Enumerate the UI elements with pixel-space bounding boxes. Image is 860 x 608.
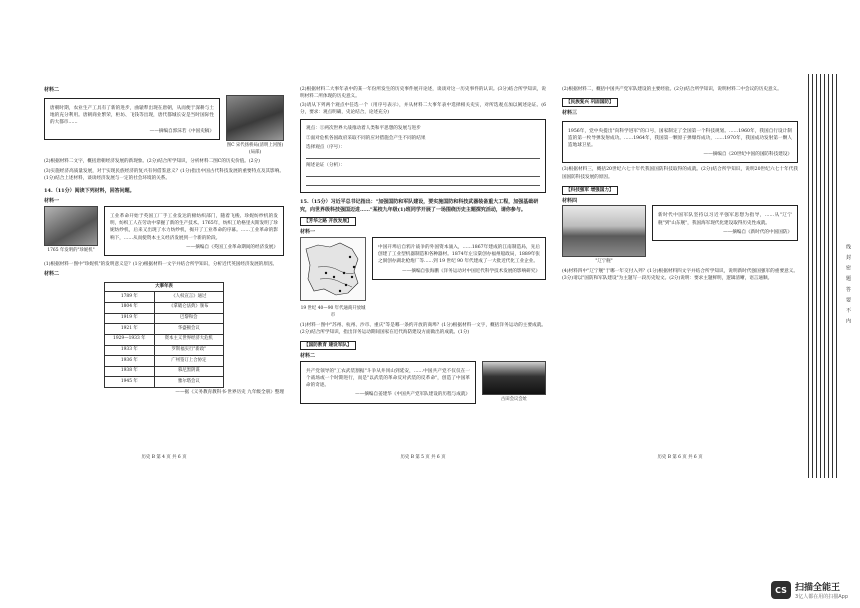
question-15-2: (2)根据材料二，概括中国共产党军队建设的主要经验。(2分)结合所学知识，说明材料二中会议的历史意义。 xyxy=(562,87,782,92)
camscanner-logo-icon: CS xyxy=(771,581,791,599)
treaty-ports-map xyxy=(300,237,366,301)
question-15-1: (1)材料一图中"苏州、杭州、沙市、重庆"等是哪一条约开放的商埠？(1分)根据材料一文字，概括洋务运动的主要成就。(2分)结合所学知识，指出洋务运动期间国家在近代海防建设方面做出的成就。(1分) xyxy=(300,323,546,336)
timeline-event: 资本主义世界经济大危机 xyxy=(154,334,223,345)
material-label: 材料四 xyxy=(562,197,578,204)
liaoning-carrier-image xyxy=(562,205,646,257)
question-c2: (2)根据材料二文字，概括唐朝经济发展的新现象。(2分)结合所学知识，分析材料二图C的历史价值。(2分) xyxy=(44,159,260,165)
answer-label-argument: 阐述论证（分析）： xyxy=(306,162,346,168)
page-footer: 历史 B 第 5 页 共 6 页 xyxy=(400,455,446,461)
material-2-text: 唐朝时期，农业生产工具有了新的进步，曲辕犁出现在唐朝，从而便于深耕与土地的充分利用。唐朝商业繁荣，柜坊、飞钱等出现，唐代都城长安是当时国际性的大都市…… xyxy=(50,105,214,125)
material-label: 材料二 xyxy=(300,353,316,360)
timeline-table-header: 大事年表 xyxy=(105,282,224,292)
viewpoint-1: 观点：①两次世界大战推动着人类和平思想的发展与进步 xyxy=(306,126,421,132)
material-4-text: 新时代中国军队坚持以习近平强军思想为指导，……从"辽宁舰"到"山东舰"，我国海军现代化建设取得历史性成就。 xyxy=(658,213,792,226)
timeline-row xyxy=(105,324,224,335)
timeline-event: 《人权宣言》通过 xyxy=(154,292,223,303)
timeline-event: 《拿破仑法典》颁布 xyxy=(154,303,223,314)
page-footer: 历史 B 第 4 页 共 6 页 xyxy=(141,455,187,461)
section-tag: 【国防教育 建设军队】 xyxy=(300,341,356,350)
timeline-cite: ——据《义务教育教科书·世界历史 九年级全册》整理 xyxy=(175,389,284,395)
timeline-table xyxy=(104,282,224,388)
song-bridge-caption: 图C 宋代扬桥局(清明上河图)(局部) xyxy=(226,142,284,155)
material-1-cite: ——摘编自《英国工业革命期间的经济发展》 xyxy=(186,244,278,250)
answer-line[interactable] xyxy=(306,153,540,159)
watermark-subtitle: 3亿人都在用的扫描App xyxy=(795,594,848,600)
question-15-3: (3)根据材料三，概括20世纪六七十年代我国国防科技取得的成就。(2分)结合所学知识，说明20世纪六七十年代我国国防科技发展的原因。 xyxy=(562,167,798,180)
song-bridge-image xyxy=(226,95,284,141)
timeline-row xyxy=(105,292,224,303)
material-1-text-box xyxy=(372,237,546,279)
section-tag: 【芳华之路 开放发展】 xyxy=(300,217,356,226)
exam-page-5 xyxy=(300,84,546,460)
material-4-block xyxy=(562,205,798,266)
timeline-year: 1938 年 xyxy=(105,366,155,377)
gutian-meeting-photo xyxy=(482,361,546,395)
material-1-text: 中国开埠后自鸦片战争的外国资本涌入，……1867年建成的江南制造局，先后创建了工业型机器制造和各种器材。1874年左宗棠创办福州船政局，1889年张之洞创办湖北枪炮厂等……到 19 世纪 90 年代建成了一大批近代化工业企业。 xyxy=(378,245,540,265)
timeline-year: 1789 年 xyxy=(105,292,155,303)
page-footer: 历史 B 第 6 页 共 6 页 xyxy=(657,455,703,461)
material-label: 材料一 xyxy=(44,198,60,205)
timeline-row xyxy=(105,366,224,377)
binding-margin xyxy=(806,74,854,478)
exam-page-6 xyxy=(562,84,798,460)
material-3-text: 1956年，党中央提出"向科学进军"的口号，国家制定了全国第一个科技规划。……1960年，我国自行设计制造的第一枚导弹发射成功。……1964年，我国第一颗原子弹爆炸成功，……1970年，我国成功发射第一颗人造地球卫星。 xyxy=(568,128,792,149)
timeline-row xyxy=(105,345,224,356)
timeline-event: 雅尔塔会议 xyxy=(154,377,223,388)
material-1-text: 工业革命开始于英国工厂手工业发达的棉纺织部门，随着飞梭、珍妮纺纱机的发明，纺织工人在劳动中掌握了新的生产技术。1765年，纺织工哈格里夫斯发明了珍妮纺纱机，后来又出现了水力纺纱机，揭开了工业革命的序幕。……工业革命的影响下，……从而使资本主义经济发展到一个新的阶段。 xyxy=(110,214,278,241)
material-2-cite: ——摘编自姜建华《中国共产党军队建设的历程与成就》 xyxy=(355,392,470,398)
material-1-block xyxy=(300,237,546,320)
question-13-3: (3)请从下列两个观点中任选一个（用序号表示），并从材料二大事年表中选择相关史实，对所选观点加以阐述论证。(6分，要求：观点明确，史论结合，论述充分) xyxy=(300,103,546,116)
question-c3: (3)实施经济高质量发展，对于实现民族经济的复兴有何借鉴意义？(1分)指出中国古代科技发展的重要特点及其影响。(1分)结合上述材料，谈谈经济发展与一定的社会环境的关系。 xyxy=(44,168,284,181)
map-caption: 19 世纪 40—90 年代通商开放城市 xyxy=(300,306,366,319)
question-15-heading: 15.（15分）习近平总书记指出："加强国防和军队建设，要实施国防和科技武器装备重大工程，加强基础研究，向世界级科技强国迈进……"某校九年级(1)班同学开展了一场围绕历史主题探究活动，请你参与。 xyxy=(300,198,539,213)
answer-label-choice: 选择观点（序号）： xyxy=(306,144,346,150)
timeline-year: 1936 年 xyxy=(105,356,155,367)
timeline-row xyxy=(105,377,224,388)
question-14-heading: 14.（11分）阅读下列材料，回答问题。 xyxy=(44,187,135,194)
spinning-jenny-caption: 1765 年发明的"珍妮机" xyxy=(47,248,95,254)
timeline-year: 1929—1933 年 xyxy=(105,334,155,345)
material-1-block xyxy=(44,206,284,259)
exam-page-4 xyxy=(44,84,284,460)
spinning-jenny-image xyxy=(44,206,98,246)
material-2-text-box xyxy=(44,98,220,140)
material-2-text: 共产党领导的"工农武装割据"斗争从井冈山到延安，……中国共产党不仅仅在一个战场或一个时期进行，而是"以武装的革命反对武装的反革命"，创造了中国革命的奇迹。 xyxy=(306,369,470,389)
timeline-year: 1919 年 xyxy=(105,313,155,324)
timeline-event: 罗斯福实行"新政" xyxy=(154,345,223,356)
viewpoint-2: ②面对危机各国政府采取不同的应对措施会产生不同的结果 xyxy=(306,135,426,141)
material-3-cite: ——摘编自《20世纪中国的国防科技建设》 xyxy=(703,152,792,158)
material-2-block xyxy=(300,361,546,406)
timeline-row xyxy=(105,313,224,324)
material-4-text-box xyxy=(652,205,798,240)
timeline-event: 巴黎和会 xyxy=(154,313,223,324)
material-2-text-box xyxy=(300,361,476,403)
material-label: 材料三 xyxy=(562,110,578,117)
timeline-event: 慕尼黑阴谋 xyxy=(154,366,223,377)
material-2-block xyxy=(44,95,284,157)
material-label: 材料二 xyxy=(44,87,60,93)
material-4-cite: ——摘编自《新时代的中国国防》 xyxy=(723,229,792,235)
answer-line[interactable] xyxy=(306,171,540,177)
material-label: 材料一 xyxy=(300,229,316,236)
binding-warning-text: 线 封 密 题 答 要 不 内 xyxy=(845,244,851,326)
answer-box[interactable] xyxy=(300,119,546,192)
timeline-row xyxy=(105,356,224,367)
question-14-1: (1)根据材料一图中"珍妮机"的发明意义是？(1分)根据材料一文字并结合所学知识，分析近代英国经济发展的原因。 xyxy=(44,261,278,267)
timeline-row xyxy=(105,334,224,345)
material-2-cite: ——摘编自郭沫若《中国史稿》 xyxy=(149,129,214,135)
timeline-event: 广州签订上合协定 xyxy=(154,356,223,367)
material-3-text-box xyxy=(562,121,798,163)
timeline-year: 1933 年 xyxy=(105,345,155,356)
carrier-caption: "辽宁舰" xyxy=(595,259,613,265)
material-label: 材料二 xyxy=(44,270,60,277)
timeline-year: 1945 年 xyxy=(105,377,155,388)
answer-line[interactable] xyxy=(306,180,540,186)
gutian-photo-caption: 古田会议会址 xyxy=(500,397,528,403)
timeline-year: 1921 年 xyxy=(105,324,155,335)
timeline-row xyxy=(105,303,224,314)
timeline-event: 华盛顿会议 xyxy=(154,324,223,335)
scanner-watermark xyxy=(771,580,848,600)
section-tag: 【民族复兴 巩固国防】 xyxy=(562,98,618,107)
timeline-year: 1804 年 xyxy=(105,303,155,314)
material-1-text-box xyxy=(104,206,284,256)
watermark-title: 扫描全能王 xyxy=(795,583,841,593)
material-1-cite: ——摘编自张海鹏《洋务运动对中国近代科学技术发展的影响研究》 xyxy=(402,268,540,274)
section-tag: 【科技强军 增强国力】 xyxy=(562,186,618,195)
question-13-2: (2)根据材料二大事年表中的某一年份所发生的历史事件展开论述，谈谈对这一历史事件的认识。(3分)结合所学知识，说明材料二所体现的历史意义。 xyxy=(300,87,546,100)
question-15-4: (4)材料四中"辽宁舰"于哪一年交付入列？(1分)根据材料四文字并结合所学知识，说明新时代强国强军的重要意义。(3分)请以"国防和军队建设"为主题写一段历史短文。(2分)说明：要求主题鲜明，逻辑清晰，语言通顺。 xyxy=(562,269,798,282)
